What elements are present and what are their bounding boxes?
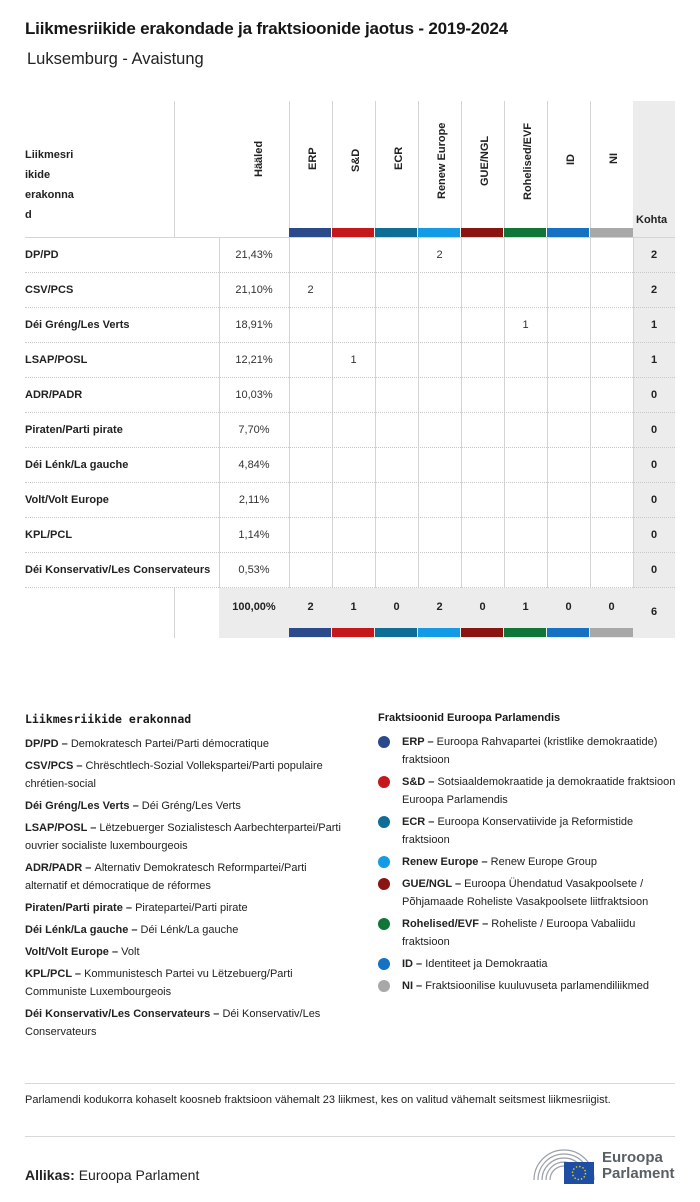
divider	[25, 1136, 675, 1137]
party-legend-title: Liikmesriikide erakonnad	[25, 712, 192, 726]
color-bar-greens	[504, 228, 546, 237]
color-bar-erp	[289, 228, 331, 237]
total-seats: 6	[650, 606, 658, 618]
legend-item: Déi Gréng/Les Verts – Déi Gréng/Les Verts	[25, 800, 241, 812]
legend-item: ID – Identiteet ja Demokraatia	[378, 955, 678, 973]
votes-column-header: Hääled	[253, 140, 265, 177]
header-divider	[461, 101, 462, 237]
party-legend	[25, 712, 345, 1045]
color-bar-gue-ngl	[461, 628, 503, 637]
group-header-greens: Rohelised/EVF	[522, 122, 534, 200]
table-row: Déi Lénk/La gauche 4,84% 0	[25, 448, 675, 483]
total-column-header: Kohta	[636, 214, 668, 226]
european-parliament-logo	[530, 1146, 680, 1186]
table-row: Déi Konservativ/Les Conservateurs 0,53% 0	[25, 553, 675, 588]
color-bar-ecr	[375, 628, 417, 637]
page-title: Liikmesriikide erakondade ja fraktsioonide jaotus - 2019-2024	[25, 19, 508, 38]
legend-item: LSAP/POSL – Lëtzebuerger Sozialistesch Aarbechterpartei/Parti ouvrier socialiste luxembourgeois	[25, 822, 341, 852]
color-bar-id	[547, 628, 589, 637]
color-dot-icon	[378, 776, 390, 788]
legend-item: Renew Europe – Renew Europe Group	[378, 853, 678, 871]
color-dot-icon	[378, 816, 390, 828]
legend-item: NI – Fraktsioonilise kuuluvuseta parlamendiliikmed	[378, 977, 678, 995]
color-dot-icon	[378, 958, 390, 970]
table-row: CSV/PCS 21,10% 2 2	[25, 273, 675, 308]
divider	[25, 1083, 675, 1084]
table-row: LSAP/POSL 12,21% 1 1	[25, 343, 675, 378]
color-bar-id	[547, 228, 589, 237]
table-row: KPL/PCL 1,14% 0	[25, 518, 675, 553]
color-bar-ni	[590, 628, 633, 637]
header-divider	[289, 101, 290, 237]
color-bar-sd	[332, 228, 374, 237]
header-divider	[504, 101, 505, 237]
color-dot-icon	[378, 918, 390, 930]
source-line: Allikas: Euroopa Parlament	[25, 1167, 200, 1183]
legend-item: Rohelised/EVF – Roheliste / Euroopa Vabaliidu fraktsioon	[378, 915, 678, 951]
group-header-gue-ngl: GUE/NGL	[479, 135, 491, 186]
legend-item: Déi Lénk/La gauche – Déi Lénk/La gauche	[25, 924, 239, 936]
color-bar-erp	[289, 628, 331, 637]
color-bar-renew	[418, 628, 460, 637]
group-header-ecr: ECR	[393, 146, 405, 170]
group-header-erp: ERP	[307, 147, 319, 170]
color-bar-ni	[590, 228, 633, 237]
header-divider	[590, 101, 591, 237]
legend-item: GUE/NGL – Euroopa Ühendatud Vasakpoolsete / Põhjamaade Roheliste Vasakpoolsete liitfraktsioon	[378, 875, 678, 911]
table-row: Piraten/Parti pirate 7,70% 0	[25, 413, 675, 448]
total-votes: 100,00%	[232, 601, 276, 613]
group-header-id: ID	[565, 154, 577, 165]
legend-item: Déi Konservativ/Les Conservateurs – Déi Konservativ/Les Conservateurs	[25, 1008, 321, 1038]
table-row: DP/PD 21,43% 2 2	[25, 238, 675, 273]
legend-item: DP/PD – Demokratesch Partei/Parti démocratique	[25, 738, 269, 750]
legend-item: CSV/PCS – Chrëschtlech-Sozial Vollekspartei/Parti populaire chrétien-social	[25, 760, 323, 790]
summary-row: 100,00% 2 1 0 2 0 1 0 0 6	[25, 588, 675, 638]
table-row: Déi Gréng/Les Verts 18,91% 1 1	[25, 308, 675, 343]
color-bar-renew	[418, 228, 460, 237]
header-divider	[332, 101, 333, 237]
footnote: Parlamendi kodukorra kohaselt koosneb fraktsioon vähemalt 23 liikmest, kes on valitud vähemalt seitsmest liikmesriigist.	[25, 1094, 611, 1106]
hemicycle-icon	[530, 1146, 598, 1186]
page-subtitle: Luksemburg - Avaistung	[27, 50, 204, 68]
header-divider	[418, 101, 419, 237]
color-dot-icon	[378, 856, 390, 868]
grid-line	[174, 588, 175, 638]
color-bar-ecr	[375, 228, 417, 237]
group-legend	[378, 712, 678, 999]
table-header	[25, 101, 675, 237]
group-header-ni: NI	[608, 153, 620, 164]
legend-item: ADR/PADR – Alternativ Demokratesch Reformpartei/Parti alternatif et démocratique de réformes	[25, 862, 307, 892]
group-header-renew: Renew Europe	[436, 122, 448, 199]
legend-item: S&D – Sotsiaaldemokraatide ja demokraatide fraktsioon Euroopa Parlamendis	[378, 773, 678, 809]
logo-text: Euroopa Parlament	[602, 1149, 675, 1182]
table-row: ADR/PADR 10,03% 0	[25, 378, 675, 413]
header-divider	[547, 101, 548, 237]
legend-item: Piraten/Parti pirate – Piratepartei/Parti pirate	[25, 902, 248, 914]
group-legend-title: Fraktsioonid Euroopa Parlamendis	[378, 712, 561, 724]
header-divider	[174, 101, 175, 237]
color-bar-gue-ngl	[461, 228, 503, 237]
color-bar-sd	[332, 628, 374, 637]
legend-item: KPL/PCL – Kommunistesch Partei vu Lëtzebuerg/Parti Communiste Luxembourgeois	[25, 968, 293, 998]
group-header-sd: S&D	[350, 148, 362, 172]
color-bar-greens	[504, 628, 546, 637]
party-column-header: Liikmesri ikide erakonna d	[25, 149, 74, 221]
color-dot-icon	[378, 878, 390, 890]
legend-item: ERP – Euroopa Rahvapartei (kristlike demokraatide) fraktsioon	[378, 733, 678, 769]
table-body	[25, 238, 675, 588]
color-dot-icon	[378, 736, 390, 748]
color-dot-icon	[378, 980, 390, 992]
header-divider	[375, 101, 376, 237]
legend-item: Volt/Volt Europe – Volt	[25, 946, 140, 958]
table-row: Volt/Volt Europe 2,11% 0	[25, 483, 675, 518]
legend-item: ECR – Euroopa Konservatiivide ja Reformistide fraktsioon	[378, 813, 678, 849]
